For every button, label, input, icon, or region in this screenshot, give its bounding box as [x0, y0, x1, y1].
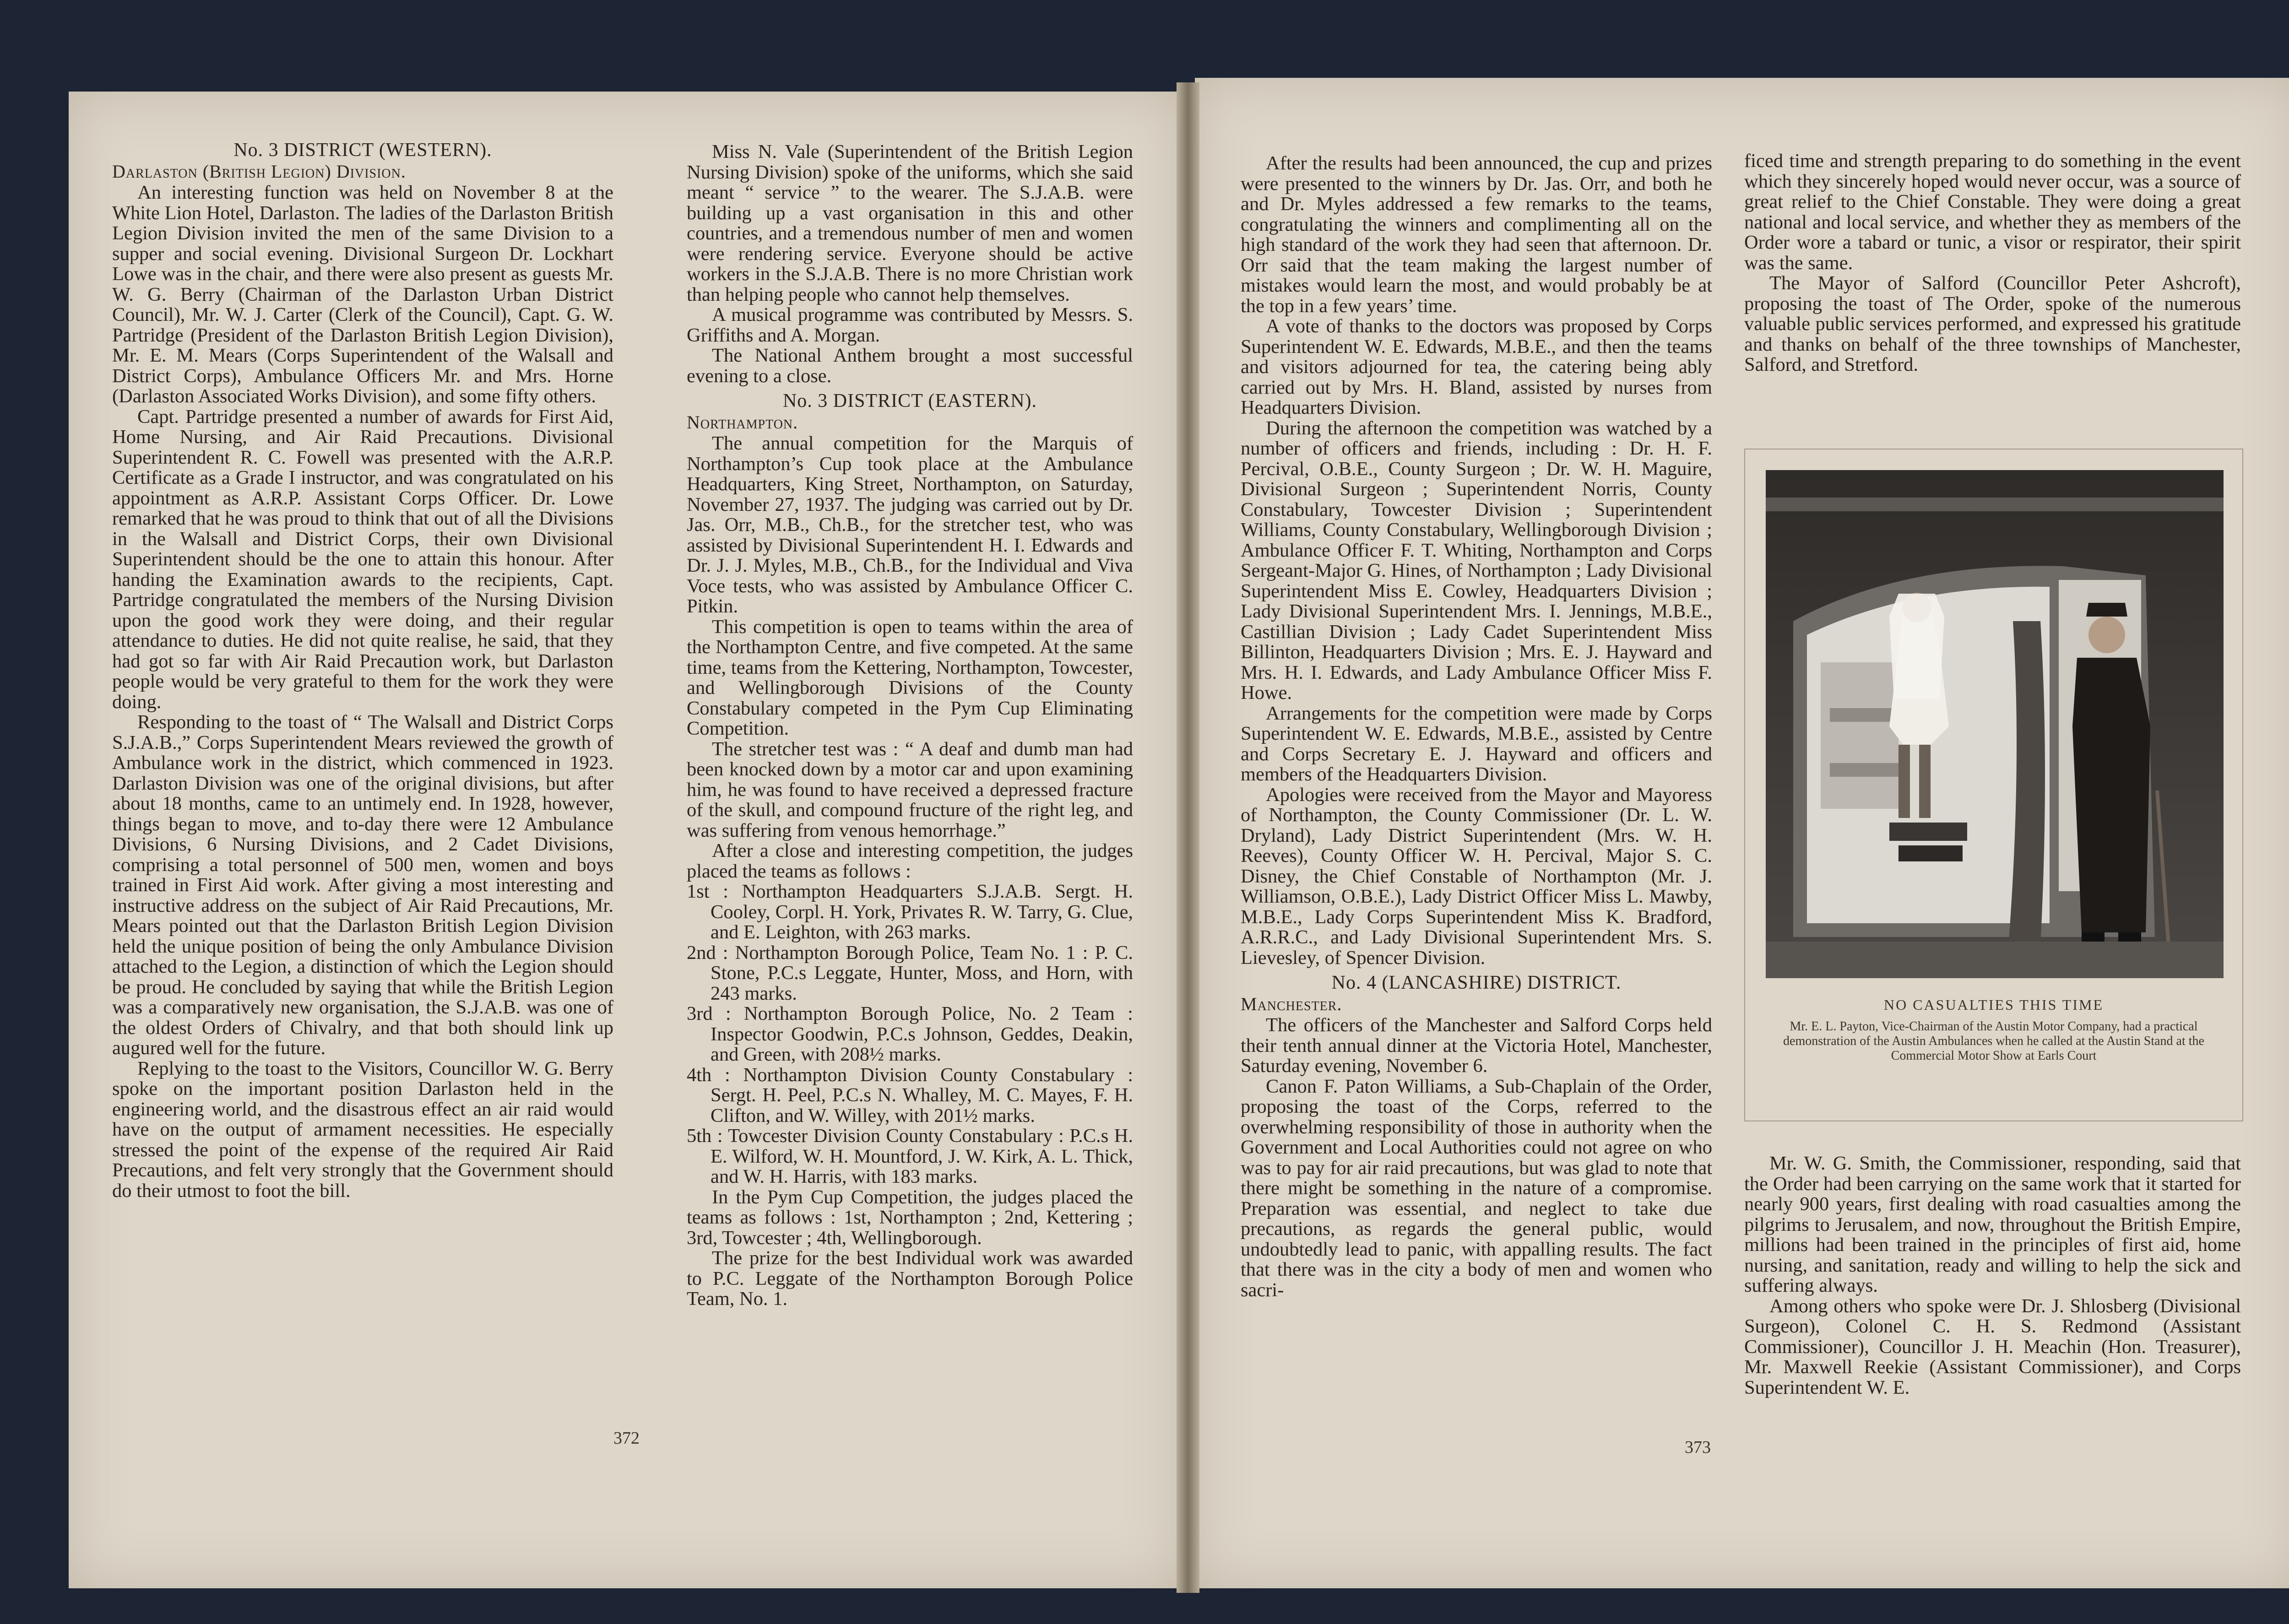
- paragraph: Capt. Partridge presented a number of awards for First Aid, Home Nursing, and Air Raid Precautions. Divisional Superintendent R. C. Fowell was presented with the A.R.P. Certificate as a Grade I instructor, and was congratulated on his appointment as A.R.P. Assistant Corps Officer. Dr. Lowe remarked that he was proud to think that out of all the Divisions in the Walsall and District Corps, their own Divisional Superintendent should be the one to attain this honour. After handing the Examination awards to the recipients, Capt. Partridge congratulated the members of the Nursing Division upon the good work they were doing, and their regular attendance to duties. He did not quite realise, he said, that they had got so far with Air Raid Precaution work, but Darlaston people would be very grateful to them for the work they were doing.: [112, 406, 613, 713]
- paragraph: The stretcher test was : “ A deaf and dumb man had been knocked down by a motor car and upon examining him, he was found to have received a depressed fracture of the skull, and compound fructure of the right leg, and was suffering from venous hemorrhage.”: [687, 738, 1133, 841]
- result-list-item: 1st : Northampton Headquarters S.J.A.B. Sergt. H. Cooley, Corpl. H. York, Privates R. W. Tarry, G. Clue, and E. Leighton, with 263 marks.: [687, 881, 1133, 943]
- paragraph: After the results had been announced, the cup and prizes were presented to the winners by Dr. Jas. Orr, and both he and Dr. Myles addressed a few remarks to the teams, congratulating the winners and complimenting all on the high standard of the work they had seen that afternoon. Dr. Orr said that the team making the largest number of mistakes would learn the most, and would probably be at the top in a few years’ time.: [1241, 152, 1712, 317]
- paragraph: This competition is open to teams within the area of the Northampton Centre, and five competed. At the same time, teams from the Kettering, Northampton, Towcester, and Wellingborough Divisions of the County Constabulary competed in the Pym Cup Eliminating Competition.: [687, 616, 1133, 739]
- section-heading: No. 3 DISTRICT (WESTERN).: [233, 140, 492, 161]
- result-list-item: 4th : Northampton Division County Constabulary : Sergt. H. Peel, P.C.s N. Whalley, M. C. Mayes, F. H. Clifton, and W. Willey, with 201½ marks.: [687, 1064, 1133, 1126]
- result-list-item: 2nd : Northampton Borough Police, Team No. 1 : P. C. Stone, P.C.s Leggate, Hunter, Moss, and Horn, with 243 marks.: [687, 942, 1133, 1004]
- right-column-2-top: [1744, 151, 2241, 375]
- ambulance-photograph: [1766, 470, 2224, 978]
- paragraph: A vote of thanks to the doctors was proposed by Corps Superintendent W. E. Edwards, M.B.E., and then the teams and visitors adjourned for tea, the catering being ably carried out by Mrs. H. Bland, assisted by nurses from Headquarters Division.: [1241, 315, 1712, 418]
- paragraph: Mr. W. G. Smith, the Commissioner, responding, said that the Order had been carrying on the same work that it started for nearly 900 years, first dealing with road casualties among the pilgrims to Jerusalem, and now, throughout the British Empire, millions had been trained in the principles of first aid, home nursing, and sanitation, ready and willing to help the sick and suffering always.: [1744, 1153, 2241, 1296]
- left-column-2: [687, 142, 1133, 1310]
- paragraph: Apologies were received from the Mayor and Mayoress of Northampton, the County Commissioner (Dr. L. W. Dryland), Lady District Superintendent (Mrs. W. H. Reeves), County Officer W. H. Percival, Major S. C. Disney, the Chief Constable of Northampton (Mr. J. Williamson, O.B.E.), Lady District Officer Miss L. Mawby, M.B.E., Lady Corps Superintendent Miss K. Bradford, A.R.R.C., and Lady Divisional Superintendent Mrs. S. Lievesley, of Spencer Division.: [1241, 784, 1712, 969]
- paragraph: The officers of the Manchester and Salford Corps held their tenth annual dinner at the Victoria Hotel, Manchester, Saturday evening, November 6.: [1241, 1014, 1712, 1077]
- paragraph: The prize for the best Individual work was awarded to P.C. Leggate of the Northampton Borough Police Team, No. 1.: [687, 1247, 1133, 1310]
- ambulance-photo-figure: [1744, 449, 2243, 1121]
- result-list-item: 3rd : Northampton Borough Police, No. 2 Team : Inspector Goodwin, P.C.s Johnson, Geddes, Deakin, and Green, with 208½ marks.: [687, 1003, 1133, 1065]
- paragraph: The annual competition for the Marquis of Northampton’s Cup took place at the Ambulance Headquarters, King Street, Northampton, on Saturday, November 27, 1937. The judging was carried out by Dr. Jas. Orr, M.B., Ch.B., for the stretcher test, who was assisted by Divisional Superintendent H. I. Edwards and Dr. J. J. Myles, M.B., Ch.B., for the Individual and Viva Voce tests, who was assisted by Ambulance Officer C. Pitkin.: [687, 433, 1133, 617]
- page-number-right: 373: [1685, 1438, 1711, 1457]
- section-subheading: Northampton.: [687, 411, 798, 433]
- section-subheading: Manchester.: [1241, 993, 1342, 1014]
- paragraph: Responding to the toast of “ The Walsall and District Corps S.J.A.B.,” Corps Superintendent Mears reviewed the growth of Ambulance work in the district, which commenced in 1923. Darlaston Division was one of the original divisions, but after about 18 months, came to an untimely end. In 1928, however, things began to move, and to-day there were 12 Ambulance Divisions, 6 Nursing Divisions, and 2 Cadet Divisions, comprising a total personnel of 500 men, women and boys trained in First Aid work. After giving a most interesting and instructive address on the subject of Air Raid Precautions, Mr. Mears pointed out that the Darlaston British Legion Division held the unique position of being the only Ambulance Division attached to the Legion, a distinction of which the Legion should be proud. He concluded by saying that while the British Legion was a comparatively new organisation, the S.J.A.B. was one of the oldest Orders of Chivalry, and that both should link up augured well for the future.: [112, 711, 613, 1059]
- paragraph: Canon F. Paton Williams, a Sub-Chaplain of the Order, proposing the toast of the Corps, referred to the overwhelming responsibility of those in authority when the Government and Local Authorities could not agree on who was to pay for air raid precautions, but was glad to note that there might be something in the nature of a compromise. Preparation was essential, and neglect to take due precautions, as regards the general public, would undoubtedly lead to panic, with appalling results. The fact that there was in the city a body of men and women who sacri-: [1241, 1075, 1712, 1301]
- caption-text: Mr. E. L. Payton, Vice-Chairman of the Austin Motor Company, had a practical demonstration of the Austin Ambulances when he called at the Austin Stand at the Commercial Motor Show at Earls Court: [1783, 1019, 2204, 1063]
- paragraph: Miss N. Vale (Superintendent of the British Legion Nursing Division) spoke of the uniforms, which she said meant “ service ” to the wearer. The S.J.A.B. were building up a vast organisation in this and other countries, and a tremendous number of men and women were rendering service. Everyone should be active workers in the S.J.A.B. There is no more Christian work than helping people who cannot help themselves.: [687, 141, 1133, 305]
- section-subheading: Darlaston (British Legion) Division.: [112, 161, 406, 182]
- paragraph: An interesting function was held on November 8 at the White Lion Hotel, Darlaston. The ladies of the Darlaston British Legion Division invited the men of the same Division to a supper and social evening. Divisional Surgeon Dr. Lockhart Lowe was in the chair, and there were also present as guests Mr. W. G. Berry (Chairman of the Darlaston Urban District Council), Mr. W. J. Carter (Clerk of the Council), Capt. G. W. Partridge (President of the Darlaston British Legion Division), Mr. E. M. Mears (Corps Superintendent of the Walsall and District Corps), Ambulance Officers Mr. and Mrs. Horne (Darlaston Associated Works Division), and some fifty others.: [112, 182, 613, 407]
- paragraph: The National Anthem brought a most successful evening to a close.: [687, 345, 1133, 387]
- right-column-1: [1241, 153, 1712, 1300]
- paragraph-continued: ficed time and strength preparing to do something in the event which they sincerely hoped would never occur, was a source of great relief to the Chief Constable. They were doing a great national and local service, and whether they as members of the Order wore a tabard or tunic, a visor or respirator, their spirit was the same.: [1744, 150, 2241, 274]
- paragraph: After a close and interesting competition, the judges placed the teams as follows :: [687, 840, 1133, 882]
- paragraph: In the Pym Cup Competition, the judges placed the teams as follows : 1st, Northampton ; 2nd, Kettering ; 3rd, Towcester ; 4th, Wellingborough.: [687, 1186, 1133, 1249]
- paragraph: During the afternoon the competition was watched by a number of officers and friends, including : Dr. H. F. Percival, O.B.E., County Surgeon ; Dr. W. H. Maguire, Divisional Surgeon ; Superintendent Norris, County Constabulary, Towcester Division ; Superintendent Williams, County Constabulary, Wellingborough Division ; Ambulance Officer F. T. Whiting, Northampton and Corps Sergeant-Major G. Hines, of Northampton ; Lady Divisional Superintendent Miss E. Cowley, Headquarters Division ; Lady Divisional Superintendent Mrs. I. Jennings, M.B.E., Castillian Division ; Lady Cadet Superintendent Miss Billinton, Headquarters Division ; Mrs. E. J. Hayward and Mrs. H. I. Edwards, and Lady Ambulance Officer Miss F. Howe.: [1241, 417, 1712, 704]
- paragraph: The Mayor of Salford (Councillor Peter Ashcroft), proposing the toast of The Order, spoke of the numerous valuable public services performed, and expressed his gratitude and thanks on behalf of the three townships of Manchester, Salford, and Stretford.: [1744, 272, 2241, 375]
- left-column-1: [112, 137, 613, 1201]
- page-number-left: 372: [613, 1429, 640, 1448]
- photo-illustration: [1766, 470, 2224, 978]
- section-heading: No. 3 DISTRICT (EASTERN).: [782, 390, 1037, 411]
- result-list-item: 5th : Towcester Division County Constabulary : P.C.s H. E. Wilford, W. H. Mountford, J. W. Kirk, A. L. Thick, and W. H. Harris, with 183 marks.: [687, 1125, 1133, 1187]
- right-column-2-bottom: [1744, 1153, 2241, 1398]
- caption-title: NO CASUALTIES THIS TIME: [1884, 996, 2104, 1013]
- paragraph: Replying to the toast to the Visitors, Councillor W. G. Berry spoke on the important position Darlaston held in the engineering world, and the disastrous effect an air raid would have on the output of armament necessities. He especially stressed the point of the expense of the required Air Raid Precautions, and felt very strongly that the Government should do their utmost to foot the bill.: [112, 1057, 613, 1202]
- book-spine: [1177, 82, 1199, 1593]
- paragraph: Arrangements for the competition were made by Corps Superintendent W. E. Edwards, M.B.E., assisted by Centre and Corps Secretary E. J. Hayward and officers and members of the Headquarters Division.: [1241, 702, 1712, 785]
- section-heading: No. 4 (LANCASHIRE) DISTRICT.: [1331, 972, 1622, 993]
- paragraph: A musical programme was contributed by Messrs. S. Griffiths and A. Morgan.: [687, 304, 1133, 346]
- paragraph: Among others who spoke were Dr. J. Shlosberg (Divisional Surgeon), Colonel C. H. S. Redmond (Assistant Commissioner), Councillor J. H. Meachin (Hon. Treasurer), Mr. Maxwell Reekie (Assistant Commissioner), and Corps Superintendent W. E.: [1744, 1295, 2241, 1398]
